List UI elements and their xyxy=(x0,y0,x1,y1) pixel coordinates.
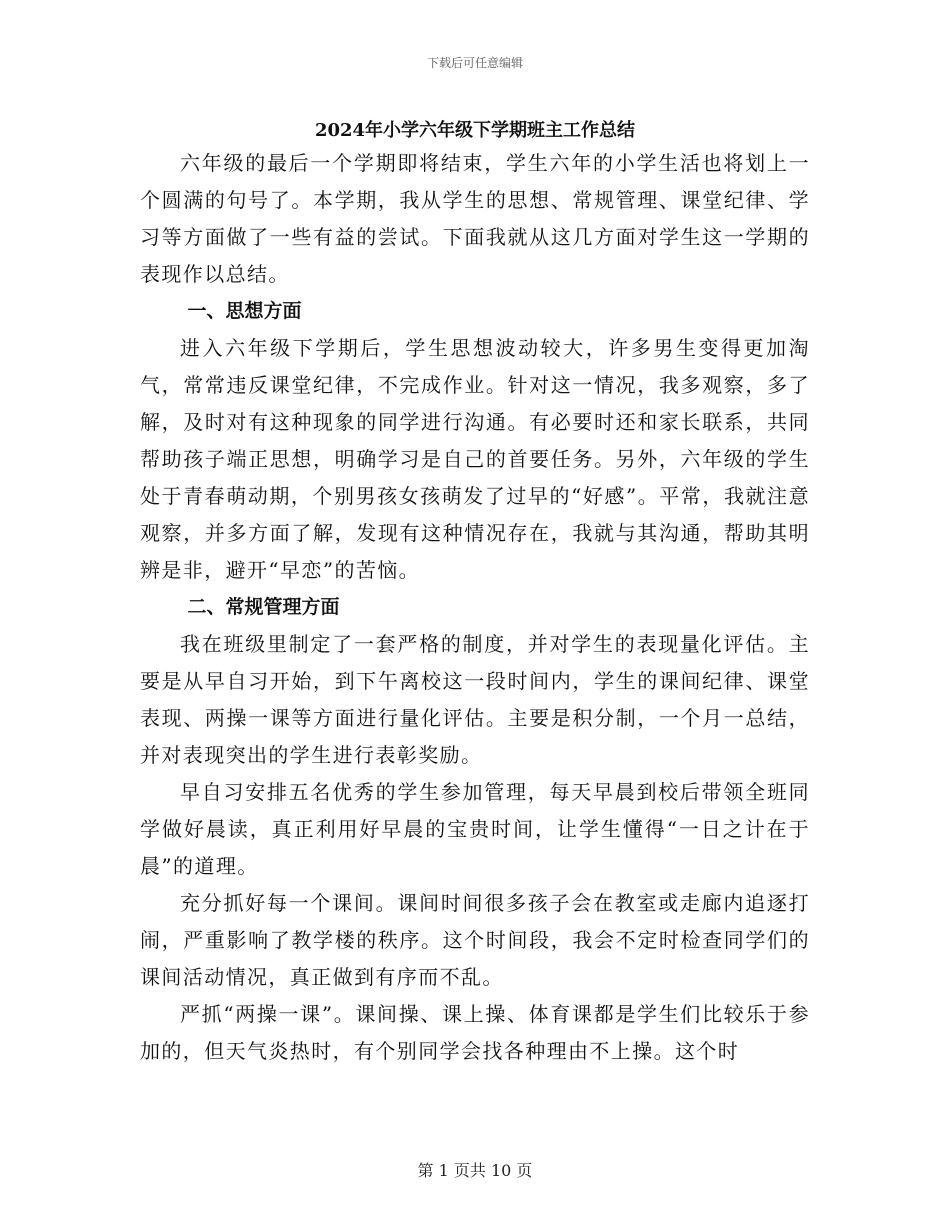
page-header-note: 下载后可任意编辑 xyxy=(426,56,523,70)
routine-paragraph-1: 我在班级里制定了一套严格的制度，并对学生的表现量化评估。主要是从早自习开始，到下午离校这一段时间内，学生的课间纪律、课堂表现、两操一课等方面进行量化评估。主要是积分制，一个月一总结，并对表现突出的学生进行表彰奖励。 xyxy=(140,632,810,767)
document-title: 2024年小学六年级下学期班主工作总结 xyxy=(314,120,636,141)
routine-paragraph-3: 充分抓好每一个课间。课间时间很多孩子会在教室或走廊内追逐打闹，严重影响了教学楼的秩序。这个时间段，我会不定时检查同学们的课间活动情况，真正做到有序而不乱。 xyxy=(140,891,810,989)
thought-paragraph: 进入六年级下学期后，学生思想波动较大，许多男生变得更加淘气，常常违反课堂纪律，不完成作业。针对这一情况，我多观察，多了解，及时对有这种现象的同学进行沟通。有必要时还和家长联系，共同帮助孩子端正思想，明确学习是自己的首要任务。另外，六年级的学生处于青春萌动期，个别男孩女孩萌发了过早的“好感”。平常，我就注意观察，并多方面了解，发现有这种情况存在，我就与其沟通，帮助其明辨是非，避开“早恋”的苦恼。 xyxy=(140,336,810,582)
routine-paragraph-4: 严抓“两操一课”。课间操、课上操、体育课都是学生们比较乐于参加的，但天气炎热时，有个别同学会找各种理由不上操。这个时 xyxy=(140,1002,810,1063)
page-number-footer: 第 1 页共 10 页 xyxy=(417,1161,533,1180)
intro-paragraph: 六年级的最后一个学期即将结束，学生六年的小学生活也将划上一个圆满的句号了。本学期，我从学生的思想、常规管理、课堂纪律、学习等方面做了一些有益的尝试。下面我就从这几方面对学生这一学期的表现作以总结。 xyxy=(140,151,810,286)
routine-paragraph-2: 早自习安排五名优秀的学生参加管理，每天早晨到校后带领全班同学做好晨读，真正利用好早晨的宝贵时间，让学生懂得“一日之计在于晨”的道理。 xyxy=(140,780,810,878)
section-heading-thought: 一、思想方面 xyxy=(187,300,302,322)
section-heading-routine: 二、常规管理方面 xyxy=(187,596,340,618)
document-body xyxy=(140,145,810,1070)
